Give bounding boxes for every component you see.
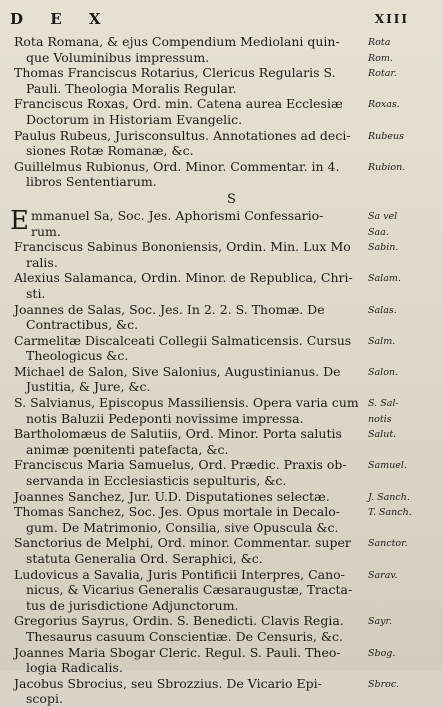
- entry-abbreviation: [368, 209, 443, 240]
- entry-line: tus de jurisdictione Adjunctorum.: [26, 597, 239, 613]
- entry-abbreviation: [368, 427, 443, 443]
- entry-text: [14, 364, 364, 395]
- entry-text: [14, 270, 364, 301]
- entry-line: mmanuel Sa, Soc. Jes. Aphorismi Confessario-: [30, 207, 324, 223]
- entry-line: ralis.: [26, 254, 58, 270]
- index-entry: [0, 159, 443, 190]
- entry-abbreviation: [368, 35, 443, 66]
- entry-abbreviation: [368, 536, 443, 552]
- entry-line: Sanctorius de Melphi, Ord. minor. Commentar. super: [14, 535, 351, 551]
- index-entry: [0, 504, 443, 535]
- entry-line: que Voluminibus impressum.: [26, 49, 210, 65]
- entry-text: [14, 645, 364, 676]
- index-entry: [0, 535, 443, 566]
- abbreviation-line: Sbroc.: [368, 678, 400, 690]
- abbreviation-line: Salut.: [368, 429, 397, 441]
- abbreviation-line: notis: [368, 413, 392, 425]
- abbreviation-line: Salas.: [368, 304, 397, 316]
- entry-line: Gregorius Sayrus, Ordin. S. Benedicti. Clavis Regia.: [14, 613, 344, 629]
- entry-line: Pauli. Theologia Moralis Regular.: [26, 80, 237, 96]
- entry-line: Rota Romana, & ejus Compendium Mediolani quin-: [14, 34, 340, 49]
- index-entry: [0, 645, 443, 676]
- index-entry: [0, 333, 443, 364]
- index-entry: [0, 128, 443, 159]
- page-number: XIII: [374, 12, 409, 26]
- entry-abbreviation: [368, 568, 443, 584]
- entry-abbreviation: [368, 458, 443, 474]
- entry-line: Carmelitæ Discalceati Collegii Salmaticensis. Cursus: [14, 332, 352, 348]
- abbreviation-line: T. Sanch.: [368, 507, 412, 519]
- entry-text: [14, 504, 364, 535]
- entry-line: animæ pœnitenti patefacta, &c.: [26, 441, 229, 457]
- index-entry: [0, 239, 443, 270]
- abbreviation-line: Rota: [368, 37, 391, 48]
- entry-line: Thesaurus casuum Conscientiæ. De Censuris, &c.: [26, 628, 343, 644]
- index-entry: [0, 567, 443, 614]
- entry-abbreviation: [368, 240, 443, 256]
- index-entry: [0, 364, 443, 395]
- abbreviation-line: J. Sanch.: [368, 491, 410, 503]
- section-letter: S: [227, 191, 236, 207]
- entry-abbreviation: [368, 160, 443, 176]
- index-entry: [0, 302, 443, 333]
- entry-text: [14, 567, 364, 614]
- abbreviation-line: Sa vel: [368, 210, 398, 222]
- abbreviation-line: Sayr.: [368, 616, 393, 628]
- index-entry: [0, 489, 443, 505]
- entry-text: [10, 205, 360, 239]
- entry-text: [14, 535, 364, 566]
- entry-line: Contractibus, &c.: [26, 317, 139, 333]
- abbreviation-line: Saa.: [368, 226, 389, 238]
- abbreviation-line: Sabin.: [368, 242, 399, 254]
- entry-abbreviation: [368, 646, 443, 662]
- entry-line: libros Sententiarum.: [26, 174, 157, 190]
- index-entry: [0, 96, 443, 127]
- entry-text: [14, 128, 364, 159]
- entry-line: scopi.: [26, 691, 63, 707]
- page-header: [0, 6, 443, 30]
- entry-line: sti.: [26, 285, 46, 301]
- index-entry: [0, 613, 443, 644]
- entry-abbreviation: [368, 66, 443, 82]
- entry-line: S. Salvianus, Episcopus Massiliensis. Opera varia cum: [14, 395, 359, 411]
- index-entry: [0, 395, 443, 426]
- entry-line: Thomas Franciscus Rotarius, Clericus Regularis S.: [14, 65, 336, 81]
- entry-abbreviation: [368, 490, 443, 506]
- abbreviation-line: Rubion.: [368, 161, 406, 173]
- abbreviation-line: Rubeus: [368, 130, 404, 142]
- entry-line: logia Radicalis.: [26, 660, 123, 676]
- entry-line: Doctorum in Historiam Evangelic.: [26, 111, 243, 127]
- entry-line: notis Baluzii Pedeponti novissime impressa.: [26, 410, 304, 426]
- index-entry: [0, 676, 443, 707]
- entry-abbreviation: [368, 614, 443, 630]
- entry-line: Joannes de Salas, Soc. Jes. In 2. 2. S. Thomæ. De: [14, 301, 325, 317]
- entry-line: Guillelmus Rubionus, Ord. Minor. Commentar. in 4.: [14, 158, 340, 174]
- entry-text: [14, 239, 364, 270]
- entry-abbreviation: [368, 129, 443, 145]
- entry-line: Franciscus Maria Samuelus, Ord. Prædic. Praxis ob-: [14, 457, 347, 473]
- entry-text: [14, 333, 364, 364]
- index-entry: [0, 65, 443, 96]
- entry-abbreviation: [368, 303, 443, 319]
- entry-text: [14, 34, 364, 65]
- entry-abbreviation: [368, 97, 443, 113]
- entry-line: Jacobus Sbrocius, seu Sbrozzius. De Vicario Epi-: [14, 675, 322, 691]
- entry-line: rum.: [30, 223, 61, 239]
- entry-line: Joannes Maria Sbogar Cleric. Regul. S. Pauli. Theo-: [14, 644, 341, 660]
- entry-abbreviation: [368, 396, 443, 427]
- entry-abbreviation: [368, 365, 443, 381]
- running-head: D E X: [10, 10, 112, 28]
- abbreviation-line: Salam.: [368, 273, 401, 285]
- entry-line: siones Rotæ Romanæ, &c.: [26, 143, 194, 159]
- entry-text: [14, 302, 364, 333]
- entry-line: Franciscus Sabinus Bononiensis, Ordin. Min. Lux Mo: [14, 239, 351, 255]
- entry-line: Ludovicus a Savalia, Juris Pontificii Interpres, Cano-: [14, 566, 345, 582]
- entry-text: [14, 613, 364, 644]
- entry-line: Bartholomæus de Salutiis, Ord. Minor. Porta salutis: [14, 426, 342, 442]
- entry-text: [14, 426, 364, 457]
- entry-text: [14, 676, 364, 707]
- abbreviation-line: Samuel.: [368, 460, 407, 472]
- index-entry: [0, 457, 443, 488]
- abbreviation-line: Rotar.: [368, 68, 397, 80]
- abbreviation-line: Sanctor.: [368, 538, 408, 550]
- entry-line: servanda in Ecclesiasticis sepulturis, &c.: [26, 473, 287, 489]
- drop-cap: E: [10, 205, 29, 236]
- entry-abbreviation: [368, 505, 443, 521]
- entry-line: Theologicus &c.: [26, 348, 129, 364]
- abbreviation-line: Rom.: [368, 52, 393, 64]
- index-entry: [0, 34, 443, 65]
- entry-line: Joannes Sanchez, Jur. U.D. Disputationes selectæ.: [14, 488, 330, 504]
- entry-abbreviation: [368, 677, 443, 693]
- entry-line: Justitia, & Jure, &c.: [26, 379, 151, 395]
- abbreviation-line: Salm.: [368, 335, 396, 347]
- entry-line: Paulus Rubeus, Jurisconsultus. Annotationes ad deci-: [14, 127, 351, 143]
- index-entry: [0, 270, 443, 301]
- entry-line: Michael de Salon, Sive Salonius, Augustinianus. De: [14, 363, 341, 379]
- index-entry: [0, 205, 443, 239]
- entry-abbreviation: [368, 271, 443, 287]
- abbreviation-line: Salon.: [368, 366, 399, 378]
- abbreviation-line: Roxas.: [368, 99, 400, 111]
- entry-abbreviation: [368, 334, 443, 350]
- entry-text: [14, 159, 364, 190]
- entry-line: statuta Generalia Ord. Seraphici, &c.: [26, 551, 263, 566]
- entry-line: Alexius Salamanca, Ordin. Minor. de Republica, Chri-: [14, 270, 353, 286]
- entry-line: Thomas Sanchez, Soc. Jes. Opus mortale in Decalo-: [14, 504, 340, 520]
- entry-line: nicus, & Vicarius Generalis Cæsaraugustæ, Tracta-: [26, 582, 353, 598]
- abbreviation-line: S. Sal-: [368, 398, 399, 410]
- index-entry: [0, 426, 443, 457]
- entry-text: [14, 489, 364, 505]
- entry-line: gum. De Matrimonio, Consilia, sive Opuscula &c.: [26, 519, 339, 535]
- entry-text: [14, 96, 364, 127]
- entry-text: [14, 457, 364, 488]
- entry-line: Franciscus Roxas, Ord. min. Catena aurea Ecclesiæ: [14, 96, 343, 112]
- abbreviation-line: Sarav.: [368, 569, 398, 581]
- entry-text: [14, 395, 364, 426]
- entry-text: [14, 65, 364, 96]
- abbreviation-line: Sbog.: [368, 647, 396, 659]
- index-entries: [0, 34, 443, 707]
